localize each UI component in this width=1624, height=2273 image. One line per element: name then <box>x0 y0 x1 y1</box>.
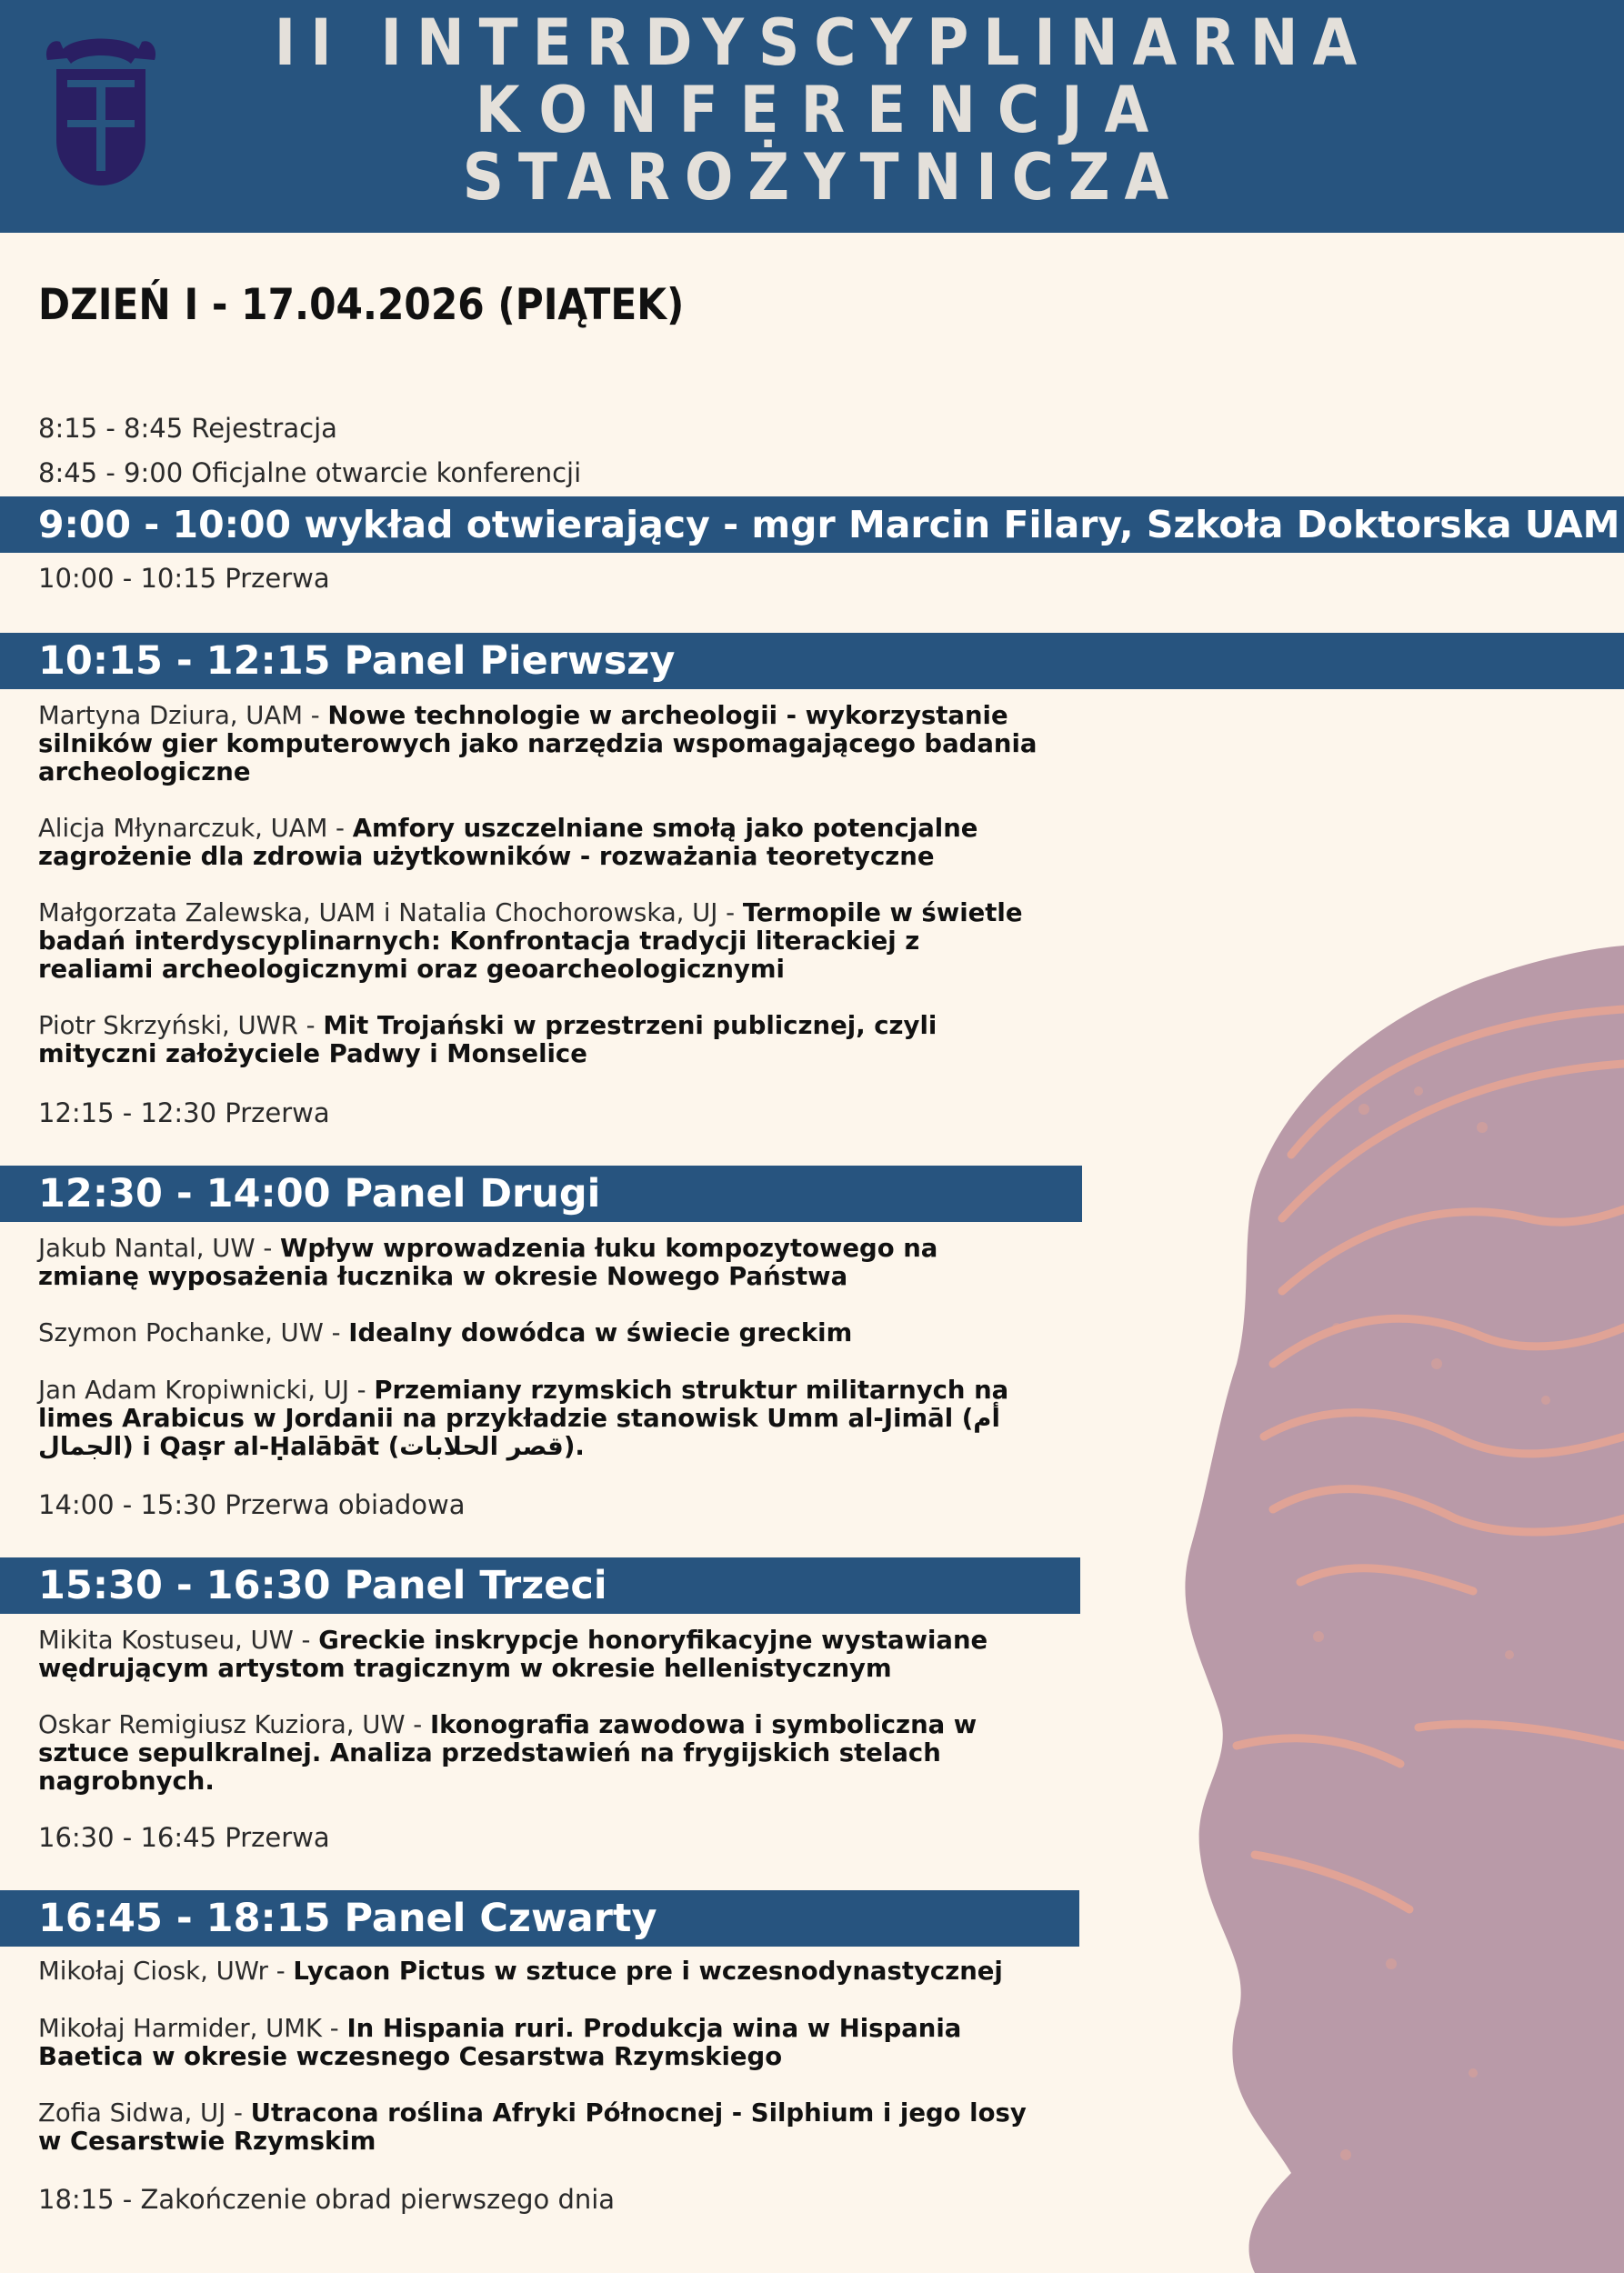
closing-line: 18:15 - Zakończenie obrad pierwszego dnia <box>38 2184 616 2215</box>
talk-item <box>38 1711 1038 1796</box>
talk-speaker: Jakub Nantal, UW - <box>38 1234 281 1263</box>
talk-speaker: Martyna Dziura, UAM - <box>38 701 328 730</box>
talk-title: Nowe technologie w archeologii - wykorzystanie silników gier komputerowych jako narzędzia wspomagającego badania archeologiczne <box>38 701 1038 786</box>
talk-title: Idealny dowódca w świecie greckim <box>348 1318 853 1347</box>
panel-3-heading: 15:30 - 16:30 Panel Trzeci <box>0 1557 1080 1614</box>
talk-item <box>38 1319 1038 1347</box>
keynote-bar: 9:00 - 10:00 wykład otwierający - mgr Marcin Filary, Szkoła Doktorska UAM <box>0 496 1624 553</box>
panel-1-heading: 10:15 - 12:15 Panel Pierwszy <box>0 633 1624 689</box>
talk-item <box>38 1012 1038 1068</box>
lunch-line: 14:00 - 15:30 Przerwa obiadowa <box>38 1489 466 1520</box>
break-line-1: 10:00 - 10:15 Przerwa <box>38 563 330 594</box>
talk-speaker: Mikołaj Ciosk, UWr - <box>38 1957 294 1986</box>
talk-speaker: Mikita Kostuseu, UW - <box>38 1626 319 1655</box>
talk-speaker: Piotr Skrzyński, UWR - <box>38 1011 324 1040</box>
talk-item <box>38 1235 1038 1291</box>
opening-line: 8:45 - 9:00 Oficjalne otwarcie konferencji <box>38 457 582 488</box>
talk-item <box>38 702 1038 786</box>
break-line-3: 16:30 - 16:45 Przerwa <box>38 1822 330 1853</box>
talk-title: Wpływ wprowadzenia łuku kompozytowego na zmianę wyposażenia łucznika w okresie Nowego Państwa <box>38 1234 938 1291</box>
talk-title: Przemiany rzymskich struktur militarnych na limes Arabicus w Jordanii na przykładzie stanowisk Umm al-Jimāl (أم الجمال) i Qaṣr al-Ḥalābāt (قصر الحلابات). <box>38 1376 1009 1461</box>
talk-item <box>38 1627 1038 1683</box>
day-heading: DZIEŃ I - 17.04.2026 (PIĄTEK) <box>38 280 685 330</box>
registration-line: 8:15 - 8:45 Rejestracja <box>38 413 337 444</box>
talk-item <box>38 899 1038 984</box>
talk-speaker: Alicja Młynarczuk, UAM - <box>38 814 353 843</box>
talk-item <box>38 815 1038 871</box>
talk-title: Ikonografia zawodowa i symboliczna w sztuce sepulkralnej. Analiza przedstawień na frygijskich stelach nagrobnych. <box>38 1710 977 1796</box>
talk-title: Amfory uszczelniane smołą jako potencjalne zagrożenie dla zdrowia użytkowników - rozważania teoretyczne <box>38 814 978 871</box>
title-line-2: KONFERENCJA <box>475 73 1171 147</box>
talk-title: In Hispania ruri. Produkcja wina w Hispania Baetica w okresie wczesnego Cesarstwa Rzymskiego <box>38 2014 962 2071</box>
talk-speaker: Małgorzata Zalewska, UAM i Natalia Chochorowska, UJ - <box>38 898 743 927</box>
header-banner <box>0 0 1624 233</box>
talk-title: Mit Trojański w przestrzeni publicznej, czyli mityczni założyciele Padwy i Monselice <box>38 1011 937 1068</box>
panel-2-heading: 12:30 - 14:00 Panel Drugi <box>0 1166 1082 1222</box>
title-line-1: II INTERDYSCYPLINARNA <box>274 5 1372 80</box>
title-line-3: STAROŻYTNICZA <box>462 140 1184 215</box>
scarab-icon <box>44 33 158 187</box>
talk-speaker: Jan Adam Kropiwnicki, UJ - <box>38 1376 375 1405</box>
classical-bust-icon <box>1182 946 1624 2273</box>
talk-speaker: Zofia Sidwa, UJ - <box>38 2098 251 2128</box>
talk-item <box>38 1377 1038 1461</box>
talk-speaker: Oskar Remigiusz Kuziora, UW - <box>38 1710 430 1739</box>
talk-item <box>38 1958 1038 1986</box>
talk-title: Lycaon Pictus w sztuce pre i wczesnodynastycznej <box>293 1957 1003 1986</box>
conference-title <box>255 5 1391 215</box>
talk-speaker: Mikołaj Harmider, UMK - <box>38 2014 347 2043</box>
talk-item <box>38 2099 1038 2156</box>
panel-4-heading: 16:45 - 18:15 Panel Czwarty <box>0 1890 1079 1947</box>
break-line-2: 12:15 - 12:30 Przerwa <box>38 1097 330 1128</box>
talk-title: Termopile w świetle badań interdyscyplinarnych: Konfrontacja tradycji literackiej z realiami archeologicznymi oraz geoarcheologicznymi <box>38 898 1023 984</box>
talk-item <box>38 2015 1038 2071</box>
talk-title: Greckie inskrypcje honoryfikacyjne wystawiane wędrującym artystom tragicznym w okresie hellenistycznym <box>38 1626 988 1683</box>
talk-title: Utracona roślina Afryki Północnej - Silphium i jego losy w Cesarstwie Rzymskim <box>38 2098 1027 2156</box>
talk-speaker: Szymon Pochanke, UW - <box>38 1318 349 1347</box>
